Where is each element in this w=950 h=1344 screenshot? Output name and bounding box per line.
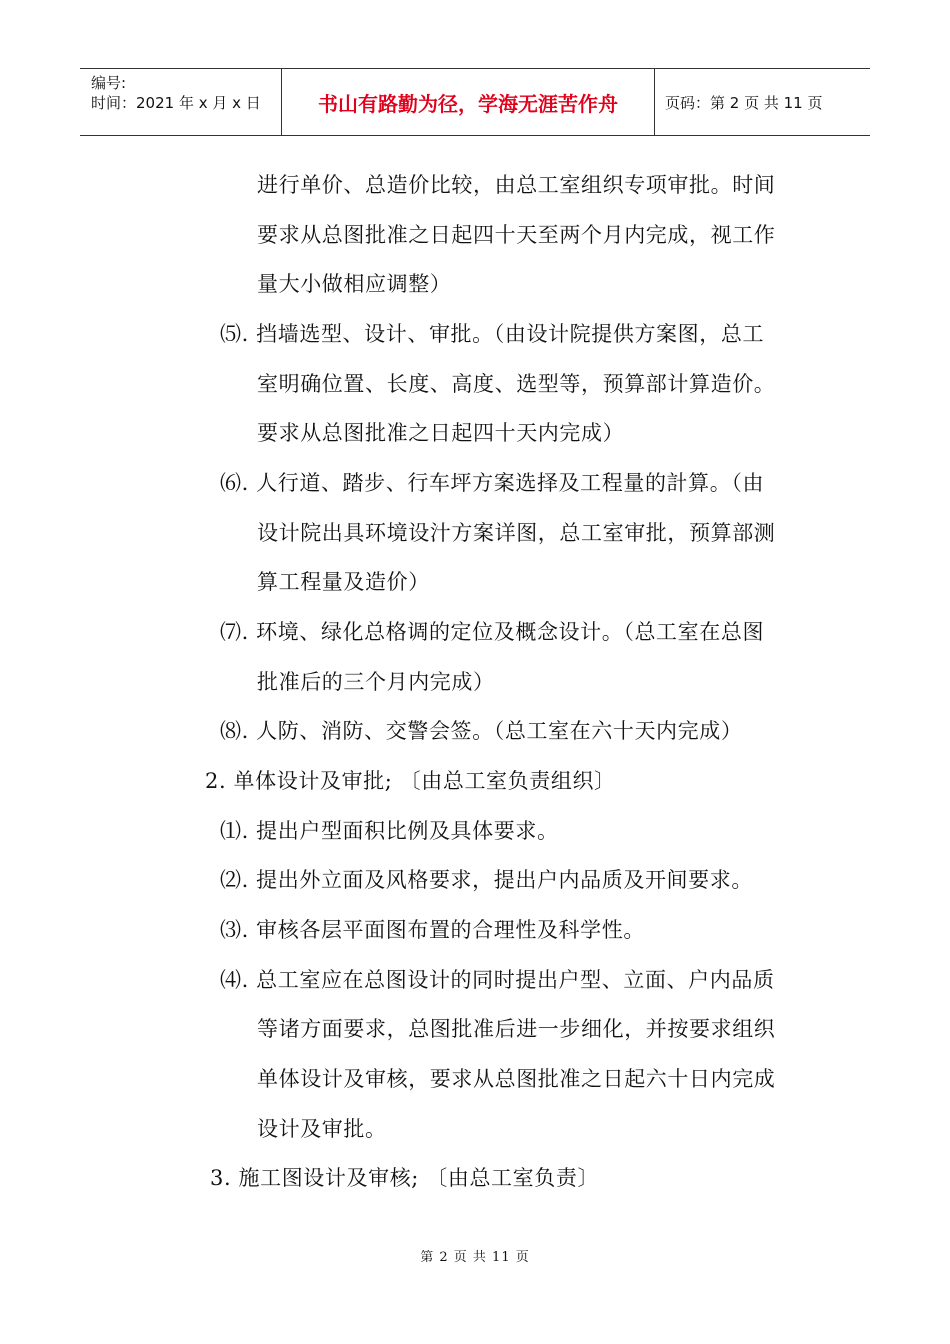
page-header	[80, 68, 870, 136]
body-line: 等诸方面要求，总图批准后进一步细化，并按要求组织	[257, 1017, 776, 1041]
header-meta	[80, 69, 282, 135]
body-line: 设计及审批。	[257, 1117, 387, 1141]
body-line: ⑷. 总工室应在总图设计的同时提出户型、立面、户内品质	[220, 968, 775, 992]
header-page-info: 页码：第 2 页 共 11 页	[665, 93, 823, 112]
body-line: ⑸. 挡墙选型、设计、审批。（由设计院提供方案图，总工	[220, 322, 765, 346]
body-line: ⑶. 审核各层平面图布置的合理性及科学性。	[220, 918, 645, 942]
header-motto: 书山有路勤为径，学海无涯苦作舟	[282, 69, 655, 135]
body-line: ⑺. 环境、绿化总格调的定位及概念设计。（总工室在总图	[220, 620, 765, 644]
body-line: ⑴. 提出户型面积比例及具体要求。	[220, 819, 559, 843]
page-footer: 第 2 页 共 11 页	[420, 1250, 530, 1265]
body-line: 批准后的三个月内完成）	[257, 670, 495, 694]
body-line: 要求从总图批准之日起四十天内完成）	[257, 421, 625, 445]
section-heading: 3. 施工图设计及审核; 〔由总工室负责〕	[210, 1166, 600, 1190]
body-line: 算工程量及造价）	[257, 570, 430, 594]
section-heading: 2. 单体设计及审批; 〔由总工室负责组织〕	[205, 769, 616, 793]
body-line: 单体设计及审核，要求从总图批准之日起六十日内完成	[257, 1067, 776, 1091]
number-label: 编号:	[91, 74, 127, 92]
body-line: ⑹. 人行道、踏步、行车坪方案选择及工程量的計算。（由	[220, 471, 765, 495]
body-line: ⑻. 人防、消防、交警会签。（总工室在六十天内完成）	[220, 719, 743, 743]
body-line: ⑵. 提出外立面及风格要求，提出户内品质及开间要求。	[220, 868, 753, 892]
body-line: 量大小做相应调整）	[257, 272, 452, 296]
body-line: 要求从总图批准之日起四十天至两个月内完成，视工作	[257, 223, 776, 247]
body-line: 设计院出具环境设汁方案详图，总工室审批，预算部测	[257, 521, 776, 545]
body-line: 室明确位置、长度、高度、选型等，预算部计算造价。	[257, 372, 776, 396]
body-line: 进行单价、总造价比较，由总工室组织专项审批。时间	[257, 173, 776, 197]
time-label: 时间：2021 年 x 月 x 日	[91, 94, 261, 112]
